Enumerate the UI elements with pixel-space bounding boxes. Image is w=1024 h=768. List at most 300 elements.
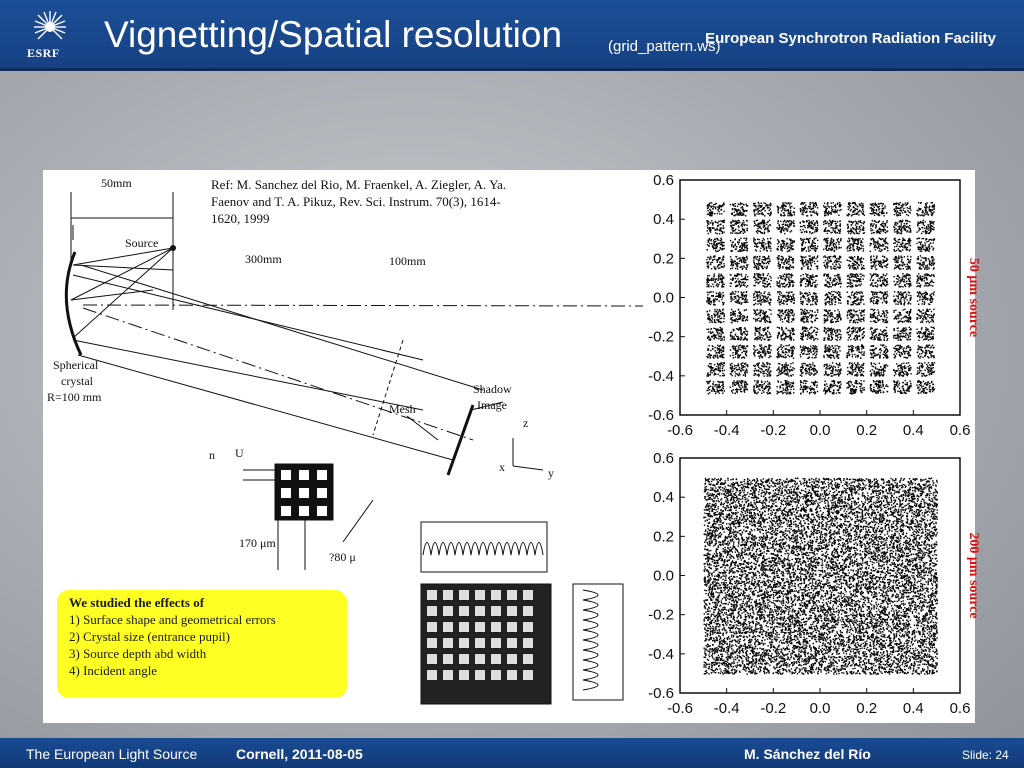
scatter-point [785,222,786,223]
scatter-point [757,349,758,350]
scatter-point [810,262,811,263]
scatter-point [717,347,718,348]
scatter-point [812,296,813,297]
scatter-point [839,231,840,232]
scatter-point [720,275,721,276]
scatter-point [806,381,807,382]
scatter-point [824,275,825,276]
scatter-point [718,275,719,276]
scatter-point [737,392,738,393]
scatter-point [852,345,853,346]
scatter-point [719,321,720,322]
scatter-point [754,351,755,352]
scatter-point [782,297,783,298]
scatter-point [755,265,756,266]
scatter-point [768,256,769,257]
scatter-point [787,224,788,225]
scatter-point [829,213,830,214]
scatter-point [708,240,709,241]
scatter-point [789,349,790,350]
scatter-point [838,321,839,322]
scatter-point [718,338,719,339]
scatter-point [767,231,768,232]
scatter-point [817,240,818,241]
scatter-point [850,368,851,369]
scatter-point [834,383,835,384]
scatter-point [807,208,808,209]
scatter-point [745,240,746,241]
scatter-point [807,281,808,282]
scatter-point [811,366,812,367]
scatter-point [802,260,803,261]
scatter-point [730,274,731,275]
scatter-point [756,258,757,259]
scatter-point [736,318,737,319]
scatter-point [733,329,734,330]
scatter-point [722,313,723,314]
scatter-point [816,351,817,352]
scatter-point [737,315,738,316]
scatter-point [783,346,784,347]
scatter-point [808,300,809,301]
scatter-point [736,345,737,346]
scatter-point [801,314,802,315]
scatter-point [711,302,712,303]
scatter-point [744,384,745,385]
scatter-point [817,207,818,208]
scatter-point [813,345,814,346]
scatter-point [777,210,778,211]
scatter-point [721,227,722,228]
scatter-point [782,356,783,357]
scatter-point [840,383,841,384]
scatter-point [739,367,740,368]
scatter-point [791,387,792,388]
scatter-point [816,348,817,349]
scatter-point [835,257,836,258]
scatter-point [770,374,771,375]
scatter-point [745,389,746,390]
scatter-point [803,222,804,223]
scatter-point [711,268,712,269]
scatter-point [706,283,707,284]
scatter-point [807,260,808,261]
scatter-point [861,351,862,352]
scatter-point [741,279,742,280]
scatter-point [712,348,713,349]
scatter-point [817,213,818,214]
scatter-point [823,340,824,341]
scatter-point [794,214,795,215]
scatter-point [860,386,861,387]
scatter-point [816,227,817,228]
scatter-plot-50um [635,170,975,448]
scatter-point [762,384,763,385]
scatter-point [812,311,813,312]
scatter-point [813,383,814,384]
scatter-point [781,303,782,304]
scatter-point [807,336,808,337]
scatter-point [779,225,780,226]
scatter-point [762,220,763,221]
scatter-point [733,357,734,358]
scatter-point [824,320,825,321]
scatter-point [806,221,807,222]
scatter-point [806,310,807,311]
scatter-point [777,258,778,259]
scatter-point [809,276,810,277]
scatter-point [744,333,745,334]
scatter-point [708,387,709,388]
scatter-point [742,209,743,210]
scatter-point [741,331,742,332]
scatter-point [782,332,783,333]
scatter-point [779,291,780,292]
scatter-point [782,286,783,287]
scatter-point [806,262,807,263]
scatter-point [759,320,760,321]
scatter-point [707,214,708,215]
scatter-point [707,230,708,231]
scatter-point [785,351,786,352]
scatter-point [722,381,723,382]
scatter-point [760,327,761,328]
scatter-point [761,382,762,383]
scatter-point [760,372,761,373]
scatter-point [814,352,815,353]
scatter-point [709,259,710,260]
scatter-point [812,232,813,233]
scatter-point [708,393,709,394]
scatter-point [805,387,806,388]
scatter-point [852,390,853,391]
label-mesh-n: n [209,448,215,463]
scatter-point [786,274,787,275]
scatter-point [711,390,712,391]
scatter-point [721,213,722,214]
scatter-point [730,373,731,374]
scatter-point [765,388,766,389]
scatter-point [723,286,724,287]
scatter-point [741,365,742,366]
scatter-point [832,367,833,368]
scatter-point [784,286,785,287]
scatter-point [755,210,756,211]
scatter-point [746,238,747,239]
scatter-point [763,328,764,329]
scatter-point [825,267,826,268]
scatter-point [731,322,732,323]
scatter-point [739,246,740,247]
scatter-point [746,244,747,245]
scatter-point [833,352,834,353]
scatter-point [722,297,723,298]
scatter-point [734,232,735,233]
scatter-point [827,277,828,278]
scatter-point [745,274,746,275]
scatter-point [738,291,739,292]
scatter-point [712,370,713,371]
scatter-point [746,346,747,347]
scatter-point [800,299,801,300]
scatter-point [814,357,815,358]
scatter-point [718,273,719,274]
scatter-point [805,383,806,384]
scatter-point [828,355,829,356]
scatter-point [800,282,801,283]
scatter-point [790,363,791,364]
scatter-point [792,329,793,330]
scatter-point [801,268,802,269]
scatter-point [716,311,717,312]
scatter-point [735,263,736,264]
scatter-point [806,281,807,282]
scatter-point [828,292,829,293]
scatter-point [860,388,861,389]
scatter-point [812,337,813,338]
scatter-point [733,293,734,294]
scatter-point [760,248,761,249]
scatter-point [817,265,818,266]
scatter-point [767,381,768,382]
scatter-point [779,228,780,229]
scatter-point [816,386,817,387]
scatter-point [779,363,780,364]
scatter-point [711,372,712,373]
scatter-point [745,215,746,216]
scatter-point [831,206,832,207]
scatter-point [731,221,732,222]
scatter-point [768,339,769,340]
scatter-point [826,297,827,298]
scatter-point [763,350,764,351]
scatter-point [719,213,720,214]
scatter-point [786,298,787,299]
scatter-point [733,224,734,225]
scatter-point [759,265,760,266]
scatter-point [721,322,722,323]
scatter-point [763,274,764,275]
scatter-point [782,310,783,311]
scatter-point [736,256,737,257]
scatter-point [706,249,707,250]
scatter-point [777,239,778,240]
scatter-point [784,367,785,368]
scatter-point [740,251,741,252]
scatter-point [853,389,854,390]
scatter-point [710,264,711,265]
scatter-point [747,258,748,259]
scatter-point [743,292,744,293]
scatter-point [827,330,828,331]
scatter-point [761,339,762,340]
scatter-point [770,313,771,314]
scatter-point [814,239,815,240]
scatter-point [743,281,744,282]
scatter-point [768,283,769,284]
scatter-point [715,207,716,208]
scatter-point [793,339,794,340]
scatter-point [827,204,828,205]
slide-subtitle: (grid_pattern.ws) [608,38,721,55]
scatter-point [738,273,739,274]
scatter-point [720,247,721,248]
scatter-point [785,296,786,297]
scatter-point [710,256,711,257]
scatter-point [763,392,764,393]
scatter-point [733,245,734,246]
scatter-point [814,312,815,313]
scatter-point [829,365,830,366]
scatter-point [710,257,711,258]
scatter-point [763,352,764,353]
scatter-point [811,221,812,222]
scatter-point [837,204,838,205]
scatter-point [743,283,744,284]
scatter-point [756,220,757,221]
scatter-point [767,262,768,263]
scatter-point [804,327,805,328]
scatter-point [837,381,838,382]
scatter-point [761,369,762,370]
scatter-point [802,365,803,366]
scatter-point [764,225,765,226]
scatter-point [833,229,834,230]
scatter-point [789,311,790,312]
scatter-point [770,243,771,244]
scatter-point [732,338,733,339]
scatter-point [763,388,764,389]
scatter-point [816,211,817,212]
scatter-point [806,276,807,277]
scatter-point [802,304,803,305]
scatter-point [857,363,858,364]
scatter-point [739,313,740,314]
scatter-point [835,370,836,371]
scatter-point [830,278,831,279]
scatter-point [791,356,792,357]
scatter-point [807,312,808,313]
scatter-point [715,221,716,222]
scatter-point [720,229,721,230]
scatter-point [760,314,761,315]
scatter-point [863,355,864,356]
scatter-point [801,267,802,268]
scatter-point [840,247,841,248]
scatter-point [792,312,793,313]
scatter-point [715,391,716,392]
scatter-point [836,242,837,243]
scatter-point [756,213,757,214]
scatter-point [776,284,777,285]
scatter-point [759,256,760,257]
scatter-point [780,231,781,232]
scatter-point [731,375,732,376]
scatter-point [762,390,763,391]
scatter-point [802,329,803,330]
scatter-point [711,320,712,321]
scatter-point [837,329,838,330]
scatter-point [730,296,731,297]
scatter-point [763,375,764,376]
scatter-point [802,203,803,204]
scatter-point [769,322,770,323]
scatter-point [743,366,744,367]
scatter-point [831,345,832,346]
scatter-point [838,366,839,367]
scatter-point [783,230,784,231]
scatter-point [779,368,780,369]
scatter-point [804,330,805,331]
scatter-point [814,366,815,367]
scatter-point [825,294,826,295]
scatter-point [721,263,722,264]
scatter-point [739,389,740,390]
scatter-point [791,296,792,297]
scatter-point [832,334,833,335]
scatter-point [709,339,710,340]
scatter-point [803,380,804,381]
scatter-point [861,391,862,392]
scatter-point [839,369,840,370]
scatter-point [754,370,755,371]
scatter-point [805,242,806,243]
scatter-point [788,375,789,376]
scatter-point [808,248,809,249]
scatter-point [805,212,806,213]
scatter-point [792,298,793,299]
scatter-point [756,282,757,283]
scatter-point [824,329,825,330]
scatter-point [849,354,850,355]
x-tick-label: 0.4 [903,422,924,439]
scatter-point [838,316,839,317]
scatter-point [709,317,710,318]
scatter-point [754,346,755,347]
scatter-point [847,367,848,368]
scatter-point [789,386,790,387]
scatter-point [801,352,802,353]
scatter-point [735,291,736,292]
scatter-point [785,206,786,207]
scatter-point [718,209,719,210]
scatter-point [761,259,762,260]
scatter-point [812,246,813,247]
scatter-point [713,355,714,356]
scatter-point [834,310,835,311]
scatter-point [754,246,755,247]
scatter-point [780,214,781,215]
scatter-point [767,374,768,375]
scatter-point [764,239,765,240]
scatter-point [788,294,789,295]
scatter-point [769,241,770,242]
scatter-point [712,259,713,260]
scatter-point [802,310,803,311]
scatter-point [828,286,829,287]
scatter-point [793,223,794,224]
scatter-point [831,301,832,302]
scatter-point [827,337,828,338]
scatter-point [786,369,787,370]
scatter-point [735,349,736,350]
scatter-point [782,208,783,209]
scatter-point [840,302,841,303]
scatter-point [735,203,736,204]
scatter-point [710,213,711,214]
scatter-point [780,354,781,355]
scatter-point [785,354,786,355]
